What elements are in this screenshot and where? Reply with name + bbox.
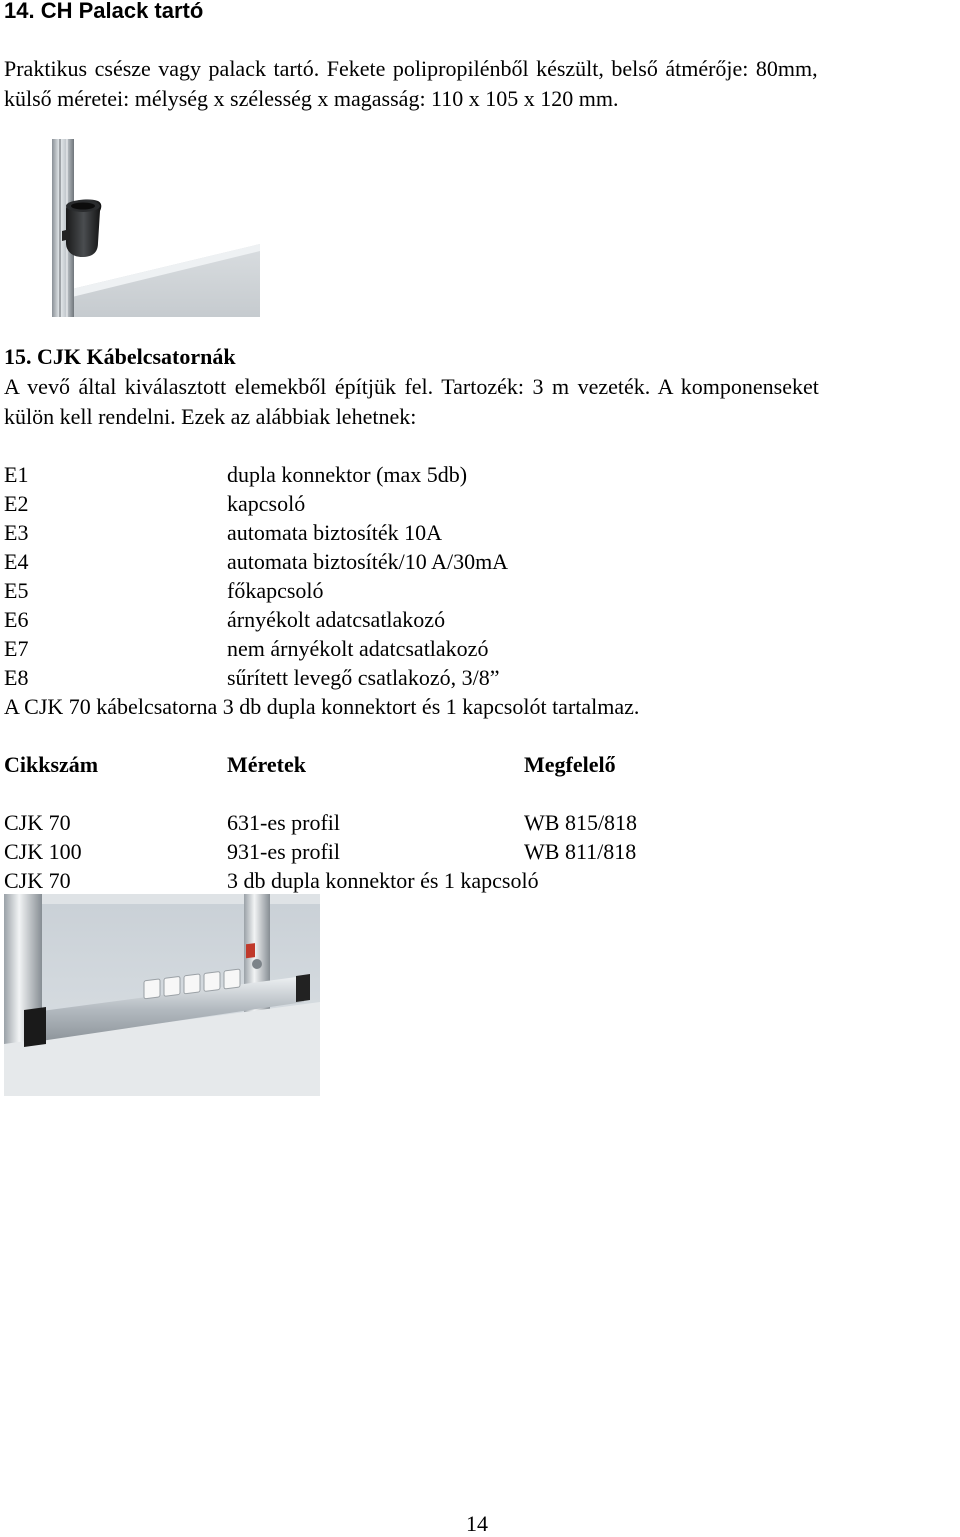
table-header-cikkszam: Cikkszám	[4, 752, 99, 777]
section-15-description-line-1: A vevő által kiválasztott elemekből építjük fel. Tartozék: 3 m vezeték. A komponenseket	[4, 374, 819, 399]
section-14-description-line-1: Praktikus csésze vagy palack tartó. Fekete polipropilénből készült, belső átmérője: 80mm,	[4, 56, 818, 81]
table-cell: 3 db dupla konnektor és 1 kapcsoló	[227, 868, 539, 893]
page-number: 14	[466, 1511, 488, 1536]
component-description: automata biztosíték/10 A/30mA	[227, 549, 509, 574]
component-code: E5	[4, 578, 29, 603]
table-header-megfelelo: Megfelelő	[524, 752, 616, 777]
section-14-title: 14. CH Palack tartó	[4, 0, 204, 23]
component-code: E3	[4, 520, 29, 545]
table-cell: CJK 100	[4, 839, 82, 864]
component-description: kapcsoló	[227, 491, 306, 516]
table-cell: WB 815/818	[524, 810, 638, 835]
table-cell: 931-es profil	[227, 839, 341, 864]
component-description: nem árnyékolt adatcsatlakozó	[227, 636, 489, 661]
table-cell: CJK 70	[4, 810, 71, 835]
table-cell: CJK 70	[4, 868, 71, 893]
section-15-title: 15. CJK Kábelcsatornák	[4, 344, 236, 369]
section-14-description-line-2: külső méretei: mélység x szélesség x magasság: 110 x 105 x 120 mm.	[4, 86, 619, 111]
component-description: főkapcsoló	[227, 578, 324, 603]
component-code: E2	[4, 491, 29, 516]
component-code: E6	[4, 607, 29, 632]
cable-channel-photo	[4, 894, 320, 1096]
bottle-holder-photo	[52, 139, 260, 317]
component-code: E1	[4, 462, 29, 487]
section-15-description-line-2: külön kell rendelni. Ezek az alábbiak lehetnek:	[4, 404, 417, 429]
table-cell: 631-es profil	[227, 810, 341, 835]
table-header-meretek: Méretek	[227, 752, 306, 777]
component-description: sűrített levegő csatlakozó, 3/8”	[227, 665, 500, 690]
component-description: automata biztosíték 10A	[227, 520, 443, 545]
component-description: dupla konnektor (max 5db)	[227, 462, 468, 487]
component-description: árnyékolt adatcsatlakozó	[227, 607, 446, 632]
table-cell: WB 811/818	[524, 839, 637, 864]
component-code: E7	[4, 636, 29, 661]
component-code: E8	[4, 665, 29, 690]
section-15-summary: A CJK 70 kábelcsatorna 3 db dupla konnektort és 1 kapcsolót tartalmaz.	[4, 694, 640, 719]
component-code: E4	[4, 549, 29, 574]
